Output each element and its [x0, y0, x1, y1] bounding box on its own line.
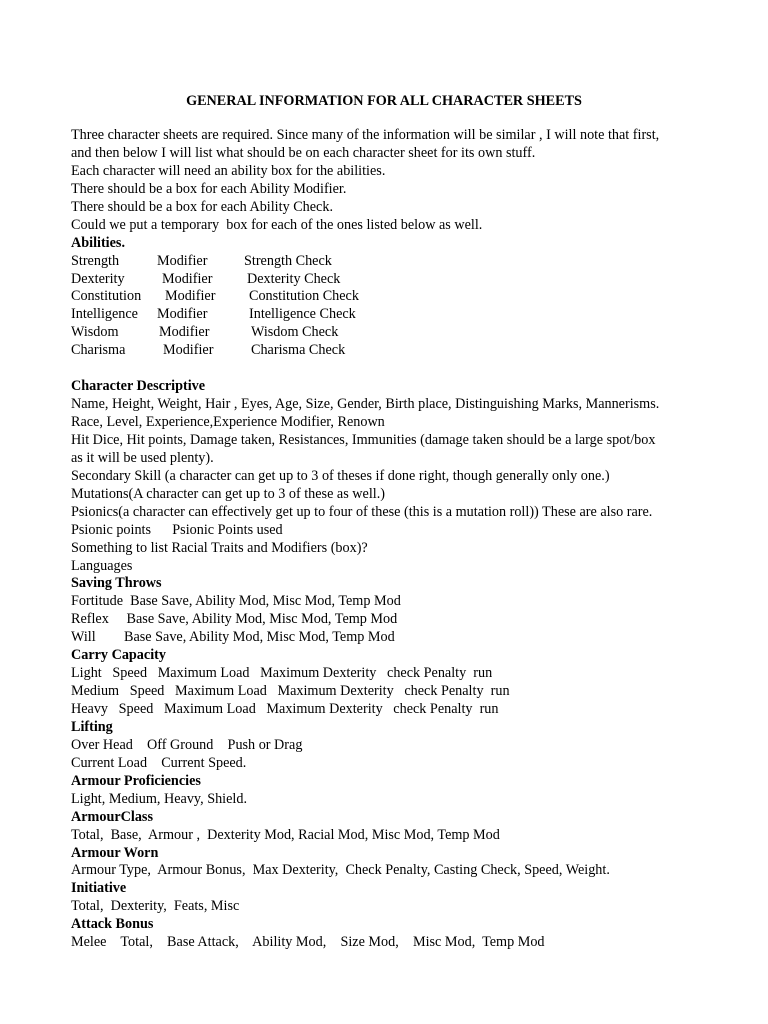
attack-line: Melee Total, Base Attack, Ability Mod, Size Mod, Misc Mod, Temp Mod: [71, 934, 545, 951]
ability-check: Intelligence Check: [249, 306, 356, 323]
intro-line: Could we put a temporary box for each of the ones listed below as well.: [71, 216, 483, 233]
intro-line: There should be a box for each Ability Modifier.: [71, 180, 347, 197]
ability-row: [71, 253, 711, 271]
descriptive-line: Psionic points Psionic Points used: [71, 521, 283, 538]
armour-class-line: Total, Base, Armour , Dexterity Mod, Racial Mod, Misc Mod, Temp Mod: [71, 826, 500, 843]
carry-line: Light Speed Maximum Load Maximum Dexterity check Penalty run: [71, 665, 493, 682]
ability-modifier: Modifier: [162, 270, 213, 287]
section-heading-carry-capacity: Carry Capacity: [71, 647, 166, 664]
section-heading-armour-worn: Armour Worn: [71, 844, 159, 861]
initiative-line: Total, Dexterity, Feats, Misc: [71, 898, 240, 915]
ability-check: Wisdom Check: [251, 324, 339, 341]
ability-check: Charisma Check: [251, 342, 346, 359]
armour-worn-line: Armour Type, Armour Bonus, Max Dexterity, Check Penalty, Casting Check, Speed, Weight.: [71, 862, 610, 879]
descriptive-line: as it will be used plenty).: [71, 449, 214, 466]
ability-modifier: Modifier: [163, 342, 214, 359]
descriptive-line: Name, Height, Weight, Hair , Eyes, Age, Size, Gender, Birth place, Distinguishing Marks, Mannerisms.: [71, 396, 660, 413]
ability-name: Wisdom: [71, 324, 119, 341]
section-heading-armour-proficiencies: Armour Proficiencies: [71, 772, 201, 789]
ability-row: [71, 288, 711, 306]
ability-row: [71, 342, 711, 360]
ability-table: [71, 253, 711, 361]
saving-line: Will Base Save, Ability Mod, Misc Mod, Temp Mod: [71, 629, 395, 646]
section-heading-lifting: Lifting: [71, 718, 113, 735]
descriptive-line: Mutations(A character can get up to 3 of these as well.): [71, 485, 385, 502]
section-heading-descriptive: Character Descriptive: [71, 378, 206, 395]
ability-row: [71, 324, 711, 342]
intro-line: There should be a box for each Ability Check.: [71, 198, 333, 215]
descriptive-line: Psionics(a character can effectively get up to four of these (this is a mutation roll)) These are also rare.: [71, 503, 653, 520]
lifting-line: Over Head Off Ground Push or Drag: [71, 736, 303, 753]
section-heading-abilities: Abilities.: [71, 234, 125, 251]
section-heading-attack-bonus: Attack Bonus: [71, 916, 154, 933]
ability-name: Dexterity: [71, 270, 125, 287]
intro-line: and then below I will list what should be on each character sheet for its own stuff.: [71, 144, 536, 161]
descriptive-line: Secondary Skill (a character can get up to 3 of theses if done right, though generally only one.): [71, 467, 610, 484]
document-body: [71, 127, 711, 952]
armour-prof-line: Light, Medium, Heavy, Shield.: [71, 790, 248, 807]
saving-line: Fortitude Base Save, Ability Mod, Misc Mod, Temp Mod: [71, 593, 401, 610]
descriptive-line: Hit Dice, Hit points, Damage taken, Resistances, Immunities (damage taken should be a large spot/box: [71, 431, 656, 448]
ability-modifier: Modifier: [157, 306, 208, 323]
descriptive-line: Something to list Racial Traits and Modifiers (box)?: [71, 539, 368, 556]
ability-modifier: Modifier: [165, 288, 216, 305]
section-heading-saving-throws: Saving Throws: [71, 575, 162, 592]
ability-check: Strength Check: [244, 252, 332, 269]
descriptive-line: Languages: [71, 557, 133, 574]
lifting-line: Current Load Current Speed.: [71, 754, 247, 771]
carry-line: Medium Speed Maximum Load Maximum Dexterity check Penalty run: [71, 683, 510, 700]
intro-line: Each character will need an ability box for the abilities.: [71, 162, 386, 179]
ability-modifier: Modifier: [159, 324, 210, 341]
ability-name: Intelligence: [71, 306, 138, 323]
section-heading-armour-class: ArmourClass: [71, 808, 153, 825]
ability-modifier: Modifier: [157, 252, 208, 269]
ability-row: [71, 271, 711, 289]
ability-check: Constitution Check: [249, 288, 359, 305]
ability-name: Strength: [71, 252, 120, 269]
ability-name: Charisma: [71, 342, 126, 359]
carry-line: Heavy Speed Maximum Load Maximum Dexterity check Penalty run: [71, 701, 499, 717]
page-title: GENERAL INFORMATION FOR ALL CHARACTER SHEETS: [186, 93, 582, 109]
section-heading-initiative: Initiative: [71, 880, 127, 897]
ability-check: Dexterity Check: [247, 270, 341, 287]
ability-row: [71, 306, 711, 324]
ability-name: Constitution: [71, 288, 142, 305]
intro-line: Three character sheets are required. Since many of the information will be similar , I will note that first,: [71, 127, 660, 143]
blank-line: [71, 360, 711, 378]
descriptive-line: Race, Level, Experience,Experience Modifier, Renown: [71, 414, 385, 430]
saving-line: Reflex Base Save, Ability Mod, Misc Mod, Temp Mod: [71, 611, 398, 628]
